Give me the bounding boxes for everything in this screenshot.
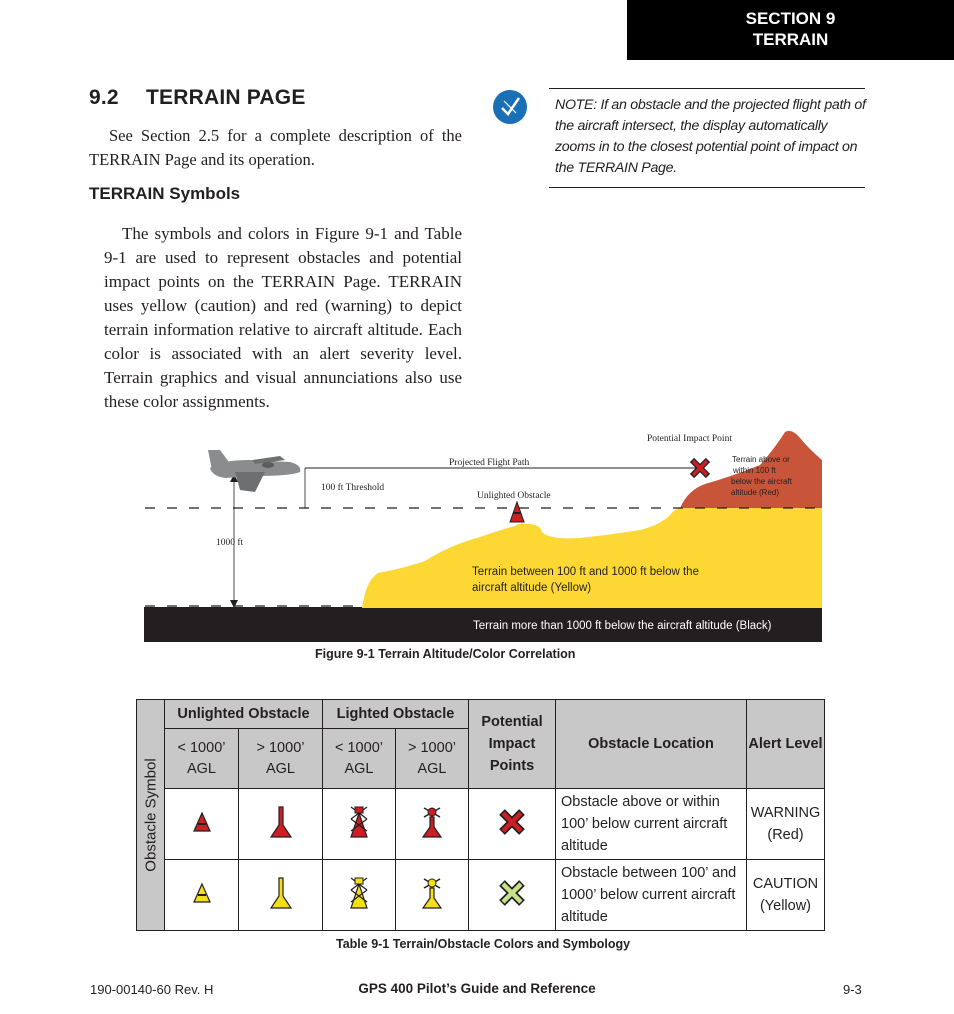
label-1000ft: 1000 ft xyxy=(216,538,244,548)
row-alert: CAUTION (Yellow) xyxy=(747,860,825,931)
label-red-1: Terrain above or xyxy=(732,455,790,464)
aircraft-icon xyxy=(208,450,300,492)
row-location: Obstacle between 100’ and 1000’ below current aircraft altitude xyxy=(556,860,747,931)
subheader-unlit-lt: < 1000’ AGL xyxy=(165,729,239,789)
label-potential-impact: Potential Impact Point xyxy=(647,434,732,444)
section-number: SECTION 9 xyxy=(745,9,836,28)
footer-doc-number: 190-00140-60 Rev. H xyxy=(90,982,214,997)
note-icon xyxy=(492,89,528,125)
label-red-4: altitude (Red) xyxy=(731,488,780,497)
table-side-label: Obstacle Symbol xyxy=(137,700,165,931)
row-location: Obstacle above or within 100’ below current aircraft altitude xyxy=(556,789,747,860)
symbol-lit-low-red-icon xyxy=(323,789,396,860)
header-potential: Potential Impact Points xyxy=(469,700,556,789)
label-yellow-1: Terrain between 100 ft and 1000 ft below the xyxy=(472,566,699,578)
table-row-warning xyxy=(137,789,825,860)
label-threshold: 100 ft Threshold xyxy=(321,483,385,493)
label-red-2: within 100 ft xyxy=(733,466,776,475)
label-red-3: below the aircraft xyxy=(731,477,792,486)
figure-caption: Figure 9-1 Terrain Altitude/Color Correlation xyxy=(315,647,576,661)
footer-page-number: 9-3 xyxy=(843,982,862,997)
symbol-lit-low-yellow-icon xyxy=(323,860,396,931)
table-row-caution xyxy=(137,860,825,931)
symbol-unlit-low-yellow-icon xyxy=(165,860,239,931)
header-lighted: Lighted Obstacle xyxy=(323,700,469,729)
subheading: TERRAIN Symbols xyxy=(89,184,241,203)
row-alert: WARNING (Red) xyxy=(747,789,825,860)
heading-number: 9.2 xyxy=(89,86,119,109)
header-location: Obstacle Location xyxy=(556,700,747,789)
subheader-unlit-gt: > 1000’ AGL xyxy=(239,729,323,789)
symbol-unlit-high-red-icon xyxy=(239,789,323,860)
subheader-lit-lt: < 1000’ AGL xyxy=(323,729,396,789)
terrain-figure xyxy=(140,420,830,645)
note-text: NOTE: If an obstacle and the projected flight path of the aircraft intersect, the display automatically zooms in to the closest potential point of impact on the TERRAIN Page. xyxy=(555,97,866,176)
symbol-unlit-high-yellow-icon xyxy=(239,860,323,931)
symbol-impact-red-icon xyxy=(469,789,556,860)
unlighted-obstacle-icon xyxy=(510,502,524,522)
symbol-lit-high-red-icon xyxy=(396,789,469,860)
label-unlighted: Unlighted Obstacle xyxy=(477,491,551,501)
footer-title: GPS 400 Pilot’s Guide and Reference xyxy=(358,981,596,996)
label-projected-path: Projected Flight Path xyxy=(449,458,530,468)
symbol-lit-high-yellow-icon xyxy=(396,860,469,931)
terrain-yellow xyxy=(362,507,822,608)
symbol-impact-yellow-icon xyxy=(469,860,556,931)
header-alert: Alert Level xyxy=(747,700,825,789)
section-tab xyxy=(627,0,954,60)
subheader-lit-gt: > 1000’ AGL xyxy=(396,729,469,789)
heading-title: TERRAIN PAGE xyxy=(146,86,306,109)
symbol-unlit-low-red-icon xyxy=(165,789,239,860)
label-yellow-2: aircraft altitude (Yellow) xyxy=(472,582,592,594)
section-title: TERRAIN xyxy=(752,30,829,49)
header-unlighted: Unlighted Obstacle xyxy=(165,700,323,729)
intro-paragraph: See Section 2.5 for a complete description of the TERRAIN Page and its operation. xyxy=(89,126,462,169)
body-paragraph: The symbols and colors in Figure 9-1 and Table 9-1 are used to represent obstacles and potential impact points on the TERRAIN Page. TERRAIN uses yellow (caution) and red (warning) to depict terrain information relative to aircraft altitude. Each color is associated with an alert severity level. Terrain graphics and visual annunciations also use these color assignments. xyxy=(104,224,462,411)
symbol-table xyxy=(136,699,825,931)
label-black: Terrain more than 1000 ft below the aircraft altitude (Black) xyxy=(473,620,772,632)
table-caption: Table 9-1 Terrain/Obstacle Colors and Symbology xyxy=(336,937,631,951)
